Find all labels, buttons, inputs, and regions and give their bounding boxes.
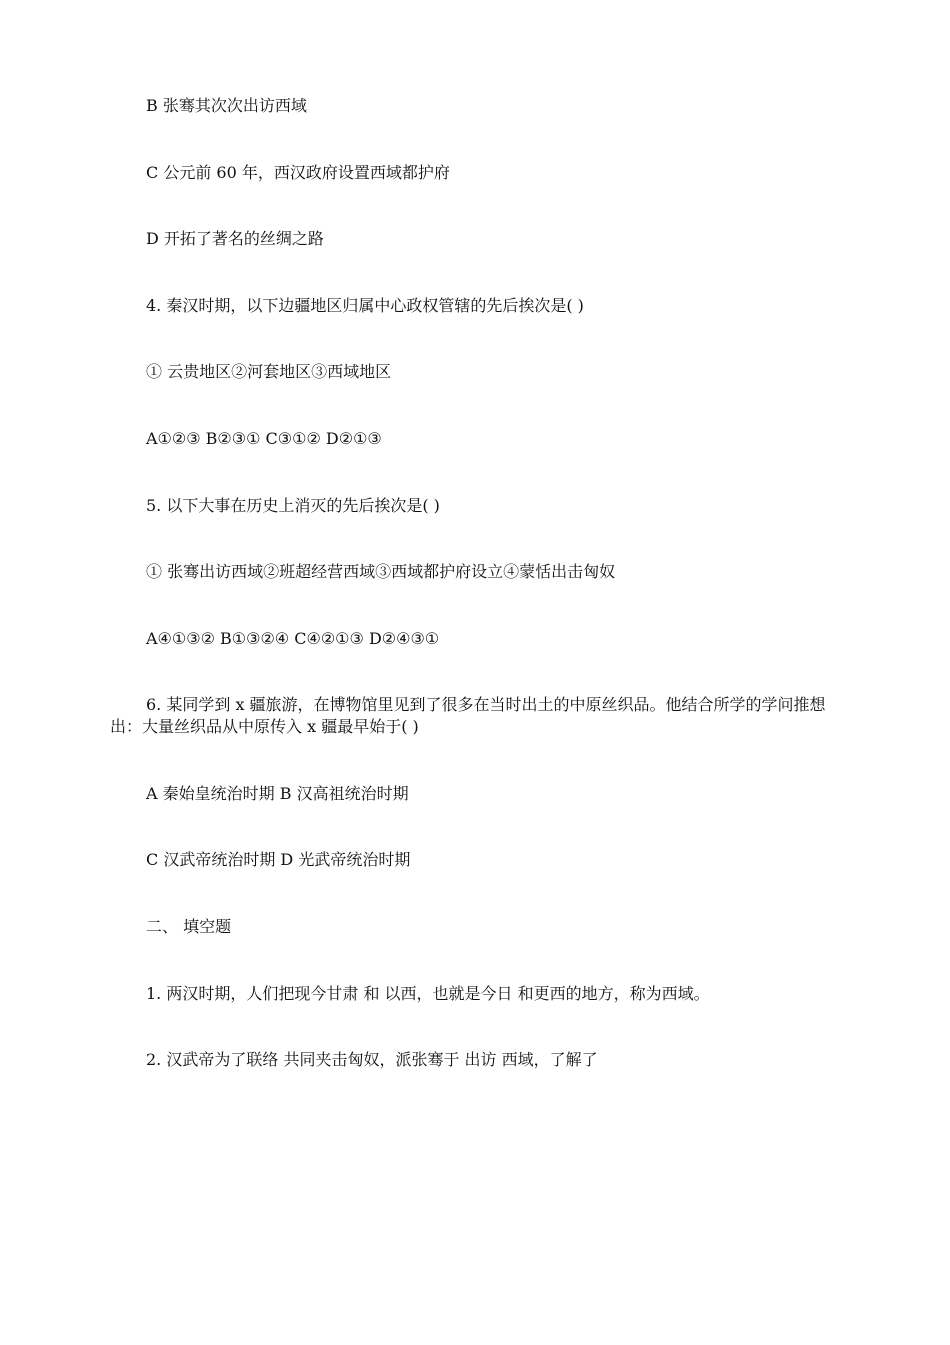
- fill-question-1: 1. 两汉时期，人们把现今甘肃 和 以西，也就是今日 和更西的地方，称为西域。: [146, 984, 710, 1003]
- question-5-options: A④①③② B①③②④ C④②①③ D②④③①: [146, 629, 440, 648]
- question-5-items: ① 张骞出访西域②班超经营西域③西域都护府设立④蒙恬出击匈奴: [146, 562, 616, 581]
- fill-question-2: 2. 汉武帝为了联络 共同夹击匈奴，派张骞于 出访 西域，了解了: [146, 1050, 598, 1069]
- question-6-options-cd: C 汉武帝统治时期 D 光武帝统治时期: [146, 850, 411, 869]
- question-4-items: ① 云贵地区②河套地区③西域地区: [146, 362, 392, 381]
- question-5: 5. 以下大事在历史上消灭的先后挨次是( ): [146, 496, 440, 515]
- question-6: 6. 某同学到 x 疆旅游，在博物馆里见到了很多在当时出土的中原丝织品。他结合所学的学问推想出：大量丝织品从中原传入 x 疆最早始于( ): [110, 695, 826, 736]
- question-4-options: A①②③ B②③① C③①② D②①③: [146, 429, 382, 448]
- question-4: 4. 秦汉时期，以下边疆地区归属中心政权管辖的先后挨次是( ): [146, 296, 584, 315]
- q3-option-d: D 开拓了著名的丝绸之路: [146, 229, 324, 248]
- q3-option-b: B 张骞其次次出访西域: [146, 96, 307, 115]
- section-two-title: 二、 填空题: [146, 917, 232, 936]
- question-6-options-ab: A 秦始皇统治时期 B 汉高祖统治时期: [146, 784, 409, 803]
- q3-option-c: C 公元前 60 年，西汉政府设置西域都护府: [146, 163, 450, 182]
